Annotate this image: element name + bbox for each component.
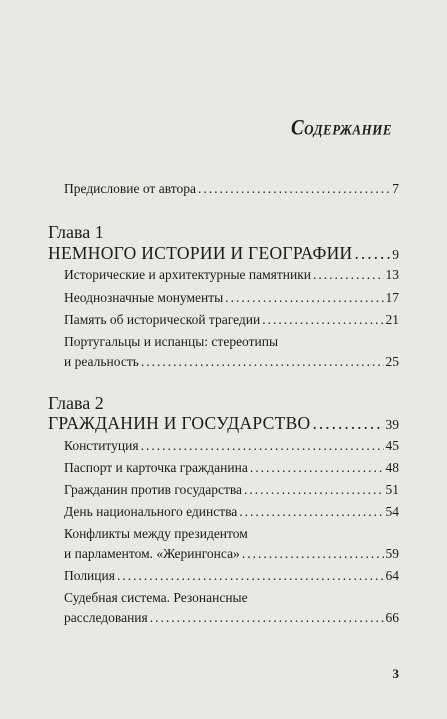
- leader-dots: [225, 289, 383, 306]
- leader-dots: [250, 459, 384, 476]
- toc-entry-title: и реальность: [64, 354, 139, 369]
- toc-entry-page: 64: [385, 568, 399, 583]
- leader-dots: [198, 180, 390, 197]
- toc-entry-page: 66: [385, 610, 399, 625]
- toc-entry-page: 7: [392, 181, 399, 196]
- toc-entry-page: 25: [385, 354, 399, 369]
- toc-entry-page: 51: [385, 482, 399, 497]
- chapter-label: Глава 2: [48, 393, 104, 413]
- toc-entry[interactable]: [64, 609, 399, 626]
- toc-entry[interactable]: [64, 459, 399, 476]
- toc-entry-title: расследования: [64, 610, 148, 625]
- leader-dots: [244, 481, 383, 498]
- chapter-page: 39: [385, 417, 399, 432]
- chapter-page: 9: [392, 247, 399, 262]
- toc-entry-title: Полиция: [64, 568, 115, 583]
- chapter-entry[interactable]: [48, 243, 399, 265]
- toc-entry[interactable]: [64, 503, 399, 520]
- toc-entry-title: Исторические и архитектурные памятники: [64, 267, 312, 282]
- toc-entry[interactable]: [64, 437, 399, 454]
- page-number: 3: [392, 666, 399, 681]
- leader-dots: [141, 437, 384, 454]
- toc-entry-page: 45: [385, 438, 399, 453]
- toc-entry-title-line1: Судебная система. Резонансные: [64, 590, 248, 605]
- toc-entry[interactable]: [64, 567, 399, 584]
- toc-entry-page: 13: [385, 267, 399, 282]
- chapter-title: НЕМНОГО ИСТОРИИ И ГЕОГРАФИИ: [48, 243, 353, 263]
- toc-entry[interactable]: [64, 311, 399, 328]
- toc-entry[interactable]: [64, 545, 399, 562]
- toc-entry-title-line1: Конфликты между президентом: [64, 526, 248, 541]
- chapter-title: ГРАЖДАНИН И ГОСУДАРСТВО: [48, 413, 311, 433]
- toc-entry-page: 54: [385, 504, 399, 519]
- toc-entry[interactable]: [64, 289, 399, 306]
- leader-dots: [262, 311, 383, 328]
- leader-dots: [117, 567, 384, 584]
- chapter-entry[interactable]: [48, 413, 399, 435]
- leader-dots: [313, 266, 383, 283]
- leader-dots: [141, 353, 384, 370]
- leader-dots: [242, 545, 384, 562]
- toc-entry-title: День национального единства: [64, 504, 238, 519]
- toc-entry-title-line1: Португальцы и испанцы: стереотипы: [64, 334, 279, 349]
- toc-title: Содержание: [290, 116, 392, 141]
- toc-entry-preface[interactable]: [64, 180, 399, 197]
- toc-entry-page: 48: [385, 460, 399, 475]
- chapter-label: Глава 1: [48, 222, 104, 242]
- toc-entry[interactable]: [64, 481, 399, 498]
- toc-entry[interactable]: [64, 353, 399, 370]
- toc-entry-title: Конституция: [64, 438, 139, 453]
- toc-entry-page: 21: [385, 312, 399, 327]
- toc-entry-title: Неоднозначные монументы: [64, 290, 224, 305]
- toc-entry-title: Память об исторической трагедии: [64, 312, 261, 327]
- toc-entry-title: Гражданин против государства: [64, 482, 243, 497]
- toc-entry-page: 59: [385, 546, 399, 561]
- toc-entry[interactable]: [64, 266, 399, 283]
- leader-dots: [354, 243, 390, 263]
- toc-entry-page: 17: [385, 290, 399, 305]
- toc-entry-title: Предисловие от автора: [64, 181, 196, 196]
- leader-dots: [239, 503, 383, 520]
- leader-dots: [313, 413, 384, 433]
- toc-entry-title: и парламентом. «Жерингонса»: [64, 546, 240, 561]
- leader-dots: [150, 609, 384, 626]
- toc-entry-title: Паспорт и карточка гражданина: [64, 460, 248, 475]
